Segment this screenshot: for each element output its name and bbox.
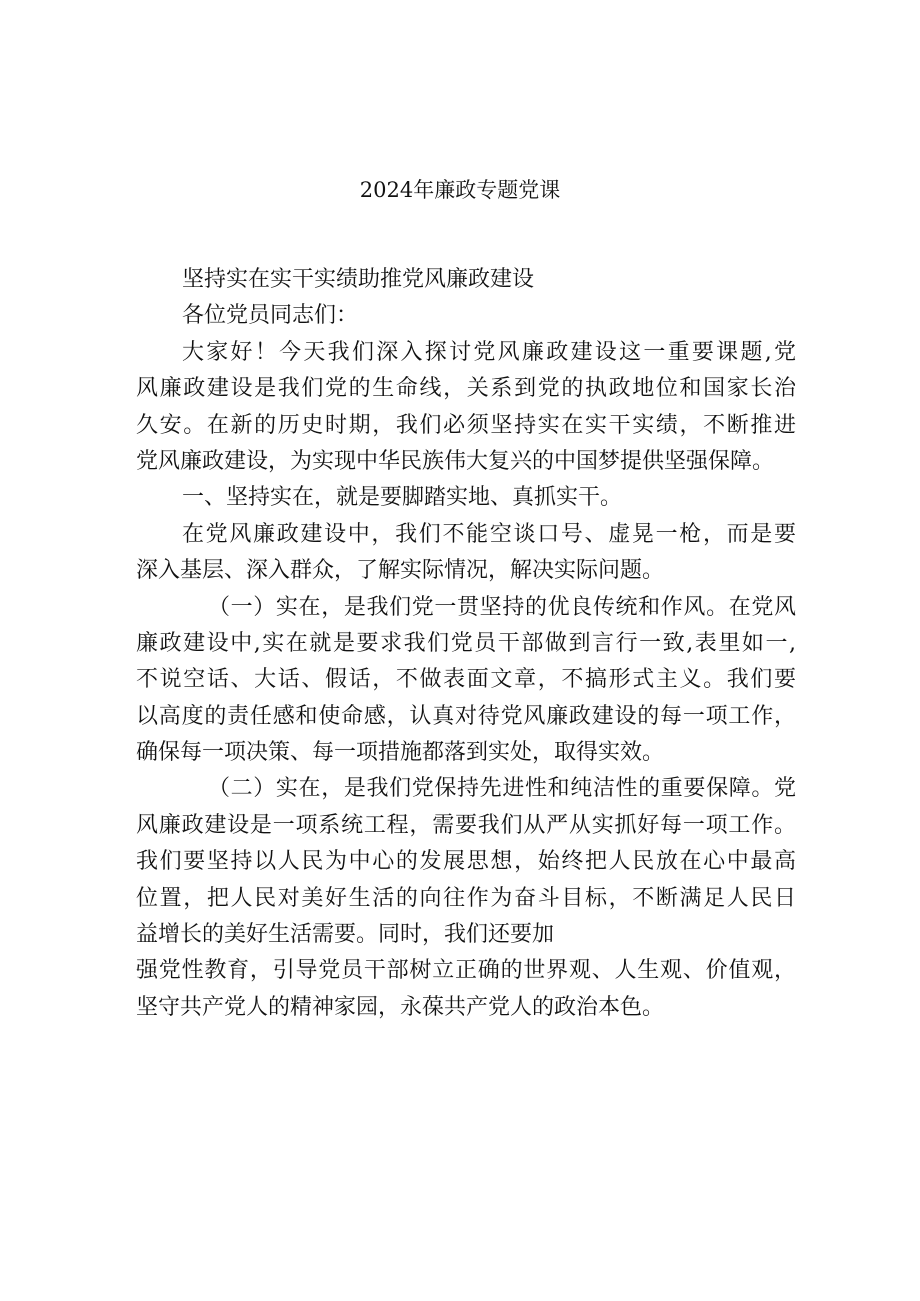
paragraph-line: 久安。在新的历史时期，我们必须坚持实在实干实绩，不断推进 (136, 412, 796, 438)
paragraph-line: 益增长的美好生活需要。同时，我们还要加 (136, 922, 555, 948)
paragraph-line: 风廉政建设是我们党的生命线，关系到党的执政地位和国家长治 (136, 376, 796, 402)
section-heading: 一、坚持实在，就是要脚踏实地、真抓实干。 (182, 485, 623, 511)
paragraph-line: 不说空话、大话、假话，不做表面文章，不搞形式主义。我们要 (136, 667, 796, 693)
paragraph-line: 确保每一项决策、每一项措施都落到实处，取得实效。 (136, 740, 665, 766)
paragraph-line: 坚守共产党人的精神家园，永葆共产党人的政治本色。 (136, 994, 665, 1020)
paragraph-line: 位置，把人民对美好生活的向往作为奋斗目标，不断满足人民日 (136, 885, 796, 911)
paragraph-line: 党风廉政建设，为实现中华民族伟大复兴的中国梦提供坚强保障。 (136, 448, 775, 474)
subtitle-line: 坚持实在实干实绩助推党风廉政建设 (182, 267, 535, 292)
paragraph-line: 在党风廉政建设中，我们不能空谈口号、虚晃一枪，而是要 (182, 521, 796, 547)
paragraph-line: 风廉政建设是一项系统工程，需要我们从严从实抓好每一项工作。 (136, 812, 796, 838)
paragraph-line: 廉政建设中,实在就是要求我们党员干部做到言行一致,表里如一, (136, 630, 796, 656)
paragraph-line: 大家好！今天我们深入探讨党风廉政建设这一重要课题,党 (182, 339, 796, 365)
salutation-line: 各位党员同志们： (182, 303, 359, 329)
paragraph-line: （一）实在，是我们党一贯坚持的优良传统和作风。在党风 (208, 594, 796, 620)
paragraph-line: 强党性教育，引导党员干部树立正确的世界观、人生观、价值观， (136, 958, 796, 984)
document-title: 2024年廉政专题党课 (359, 178, 561, 202)
paragraph-line: 以高度的责任感和使命感，认真对待党风廉政建设的每一项工作， (136, 703, 796, 729)
document-body (136, 262, 796, 1026)
paragraph-line: 深入基层、深入群众，了解实际情况，解决实际问题。 (136, 558, 665, 584)
paragraph-line: （二）实在，是我们党保持先进性和纯洁性的重要保障。党 (208, 776, 796, 802)
paragraph-line: 我们要坚持以人民为中心的发展思想，始终把人民放在心中最高 (136, 849, 796, 875)
